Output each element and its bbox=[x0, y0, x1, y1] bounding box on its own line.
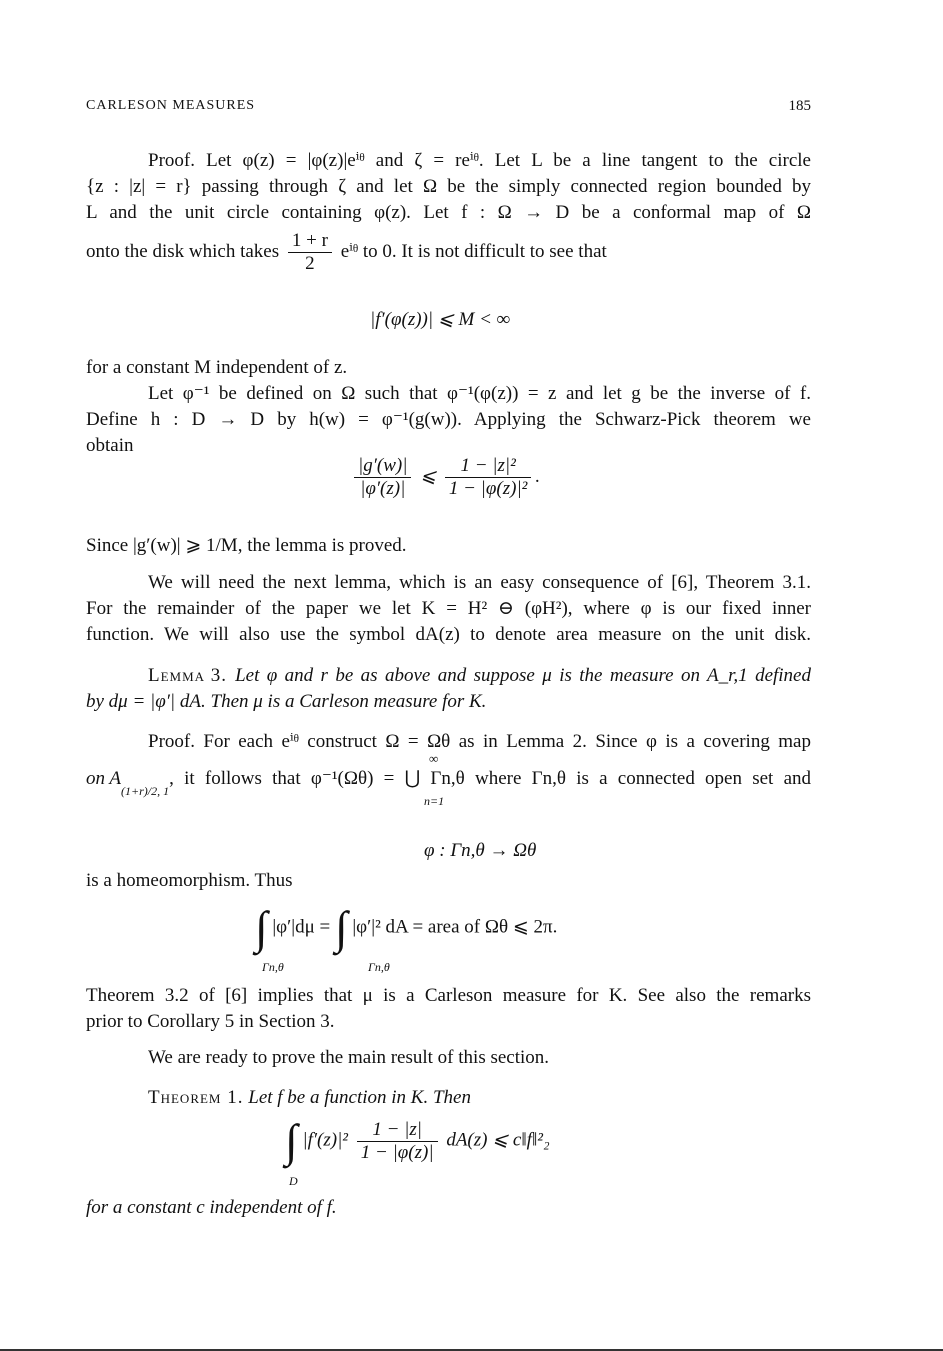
integral-sign: ∫ bbox=[255, 902, 268, 953]
text-line: L and the unit circle containing φ(z). Let f : Ω → D be a conformal map of Ω bbox=[86, 202, 811, 223]
text-line: Since |g′(w)| ⩾ 1/M, the lemma is proved. bbox=[86, 535, 407, 556]
theorem-label: Theorem 1. bbox=[148, 1087, 244, 1108]
text-line: prior to Corollary 5 in Section 3. bbox=[86, 1011, 335, 1032]
text-line: We are ready to prove the main result of this section. bbox=[148, 1047, 550, 1068]
theorem-text: Let f be a function in K. Then bbox=[248, 1087, 471, 1108]
denominator: |φ′(z)| bbox=[360, 478, 406, 499]
text-line: for a constant M independent of z. bbox=[86, 357, 348, 378]
text: on A bbox=[86, 768, 122, 789]
integral-domain: Γn,θ bbox=[368, 960, 390, 974]
integral-domain: D bbox=[289, 1174, 298, 1188]
text-line: Proof. For each eⁱᶿ construct Ω = Ωθ as in Lemma 2. Since φ is a covering map bbox=[148, 731, 811, 752]
equation-main bbox=[285, 1115, 550, 1166]
period: . bbox=[535, 465, 541, 487]
text-line: {z : |z| = r} passing through ζ and let Ω be the simply connected region bounded by bbox=[86, 176, 811, 197]
numerator: 1 − |z|² bbox=[445, 455, 532, 478]
lemma-label: Lemma 3. bbox=[148, 665, 228, 686]
equation: |f′(φ(z))| ⩽ M < ∞ bbox=[370, 309, 511, 330]
union-upper-limit: ∞ bbox=[429, 751, 439, 766]
text-line: We will need the next lemma, which is an easy consequence of [6], Theorem 3.1. bbox=[148, 572, 811, 593]
integral-domain: Γn,θ bbox=[262, 960, 284, 974]
numerator: 1 − |z| bbox=[357, 1119, 438, 1142]
lemma-text: Let φ and r be as above and suppose μ is the measure on A_r,1 defined bbox=[235, 665, 811, 686]
fraction bbox=[288, 230, 332, 275]
denominator: 2 bbox=[305, 253, 315, 274]
text-line: Define h : D → D by h(w) = φ⁻¹(g(w)). Applying the Schwarz-Pick theorem we bbox=[86, 409, 811, 430]
subscript: (1+r)/2, 1 bbox=[121, 784, 170, 798]
text: onto the disk which takes bbox=[86, 240, 280, 262]
relation: ⩽ bbox=[420, 465, 437, 487]
text: eⁱᶿ to 0. It is not difficult to see that bbox=[340, 240, 607, 262]
lemma-text: by dμ = |φ′| dA. Then μ is a Carleson measure for K. bbox=[86, 691, 487, 712]
equation-schwarz-pick bbox=[350, 455, 540, 500]
denominator: 1 − |φ(z)| bbox=[360, 1141, 434, 1163]
text-line: obtain bbox=[86, 435, 134, 456]
text-line: For the remainder of the paper we let K = H² ⊖ (φH²), where φ is our fixed inner bbox=[86, 598, 811, 619]
equation: φ : Γn,θ → Ωθ bbox=[424, 840, 537, 861]
integrand: dA(z) ⩽ c‖f‖²₂ bbox=[446, 1129, 550, 1151]
fraction bbox=[354, 455, 411, 500]
integral-sign: ∫ bbox=[285, 1115, 298, 1166]
denominator: 1 − |φ(z)|² bbox=[448, 478, 528, 499]
numerator: 1 + r bbox=[288, 230, 332, 253]
page-number: 185 bbox=[788, 98, 811, 114]
text-line: Theorem 3.2 of [6] implies that μ is a Carleson measure for K. See also the remarks bbox=[86, 985, 811, 1006]
lemma-3 bbox=[148, 665, 811, 687]
numerator: |g′(w)| bbox=[354, 455, 411, 478]
text-line: is a homeomorphism. Thus bbox=[86, 870, 293, 891]
text: , it follows that φ⁻¹(Ωθ) = ⋃ Γn,θ where Γn,θ is a connected open set and bbox=[169, 768, 811, 789]
union-lower-limit: n=1 bbox=[424, 794, 445, 808]
theorem-1 bbox=[148, 1087, 471, 1109]
running-title: CARLESON MEASURES bbox=[86, 98, 256, 113]
integrand: |φ′|² dA = area of Ωθ ⩽ 2π. bbox=[352, 916, 558, 938]
integrand: |φ′|dμ = bbox=[272, 916, 331, 938]
text-line-with-union bbox=[86, 768, 811, 802]
text-line: Let φ⁻¹ be defined on Ω such that φ⁻¹(φ(z)) = z and let g be the inverse of f. bbox=[148, 383, 811, 404]
fraction bbox=[445, 455, 532, 500]
text-line: Proof. Let φ(z) = |φ(z)|eⁱᶿ and ζ = reⁱᶿ. Let L be a line tangent to the circle bbox=[148, 150, 811, 171]
fraction bbox=[357, 1119, 438, 1164]
text-line-with-fraction bbox=[86, 230, 607, 275]
equation-integral bbox=[255, 902, 558, 953]
text-line: function. We will also use the symbol dA(z) to denote area measure on the unit disk. bbox=[86, 624, 811, 645]
text-line: for a constant c independent of f. bbox=[86, 1197, 337, 1218]
integral-sign: ∫ bbox=[335, 902, 348, 953]
integrand: |f′(z)|² bbox=[302, 1129, 348, 1151]
